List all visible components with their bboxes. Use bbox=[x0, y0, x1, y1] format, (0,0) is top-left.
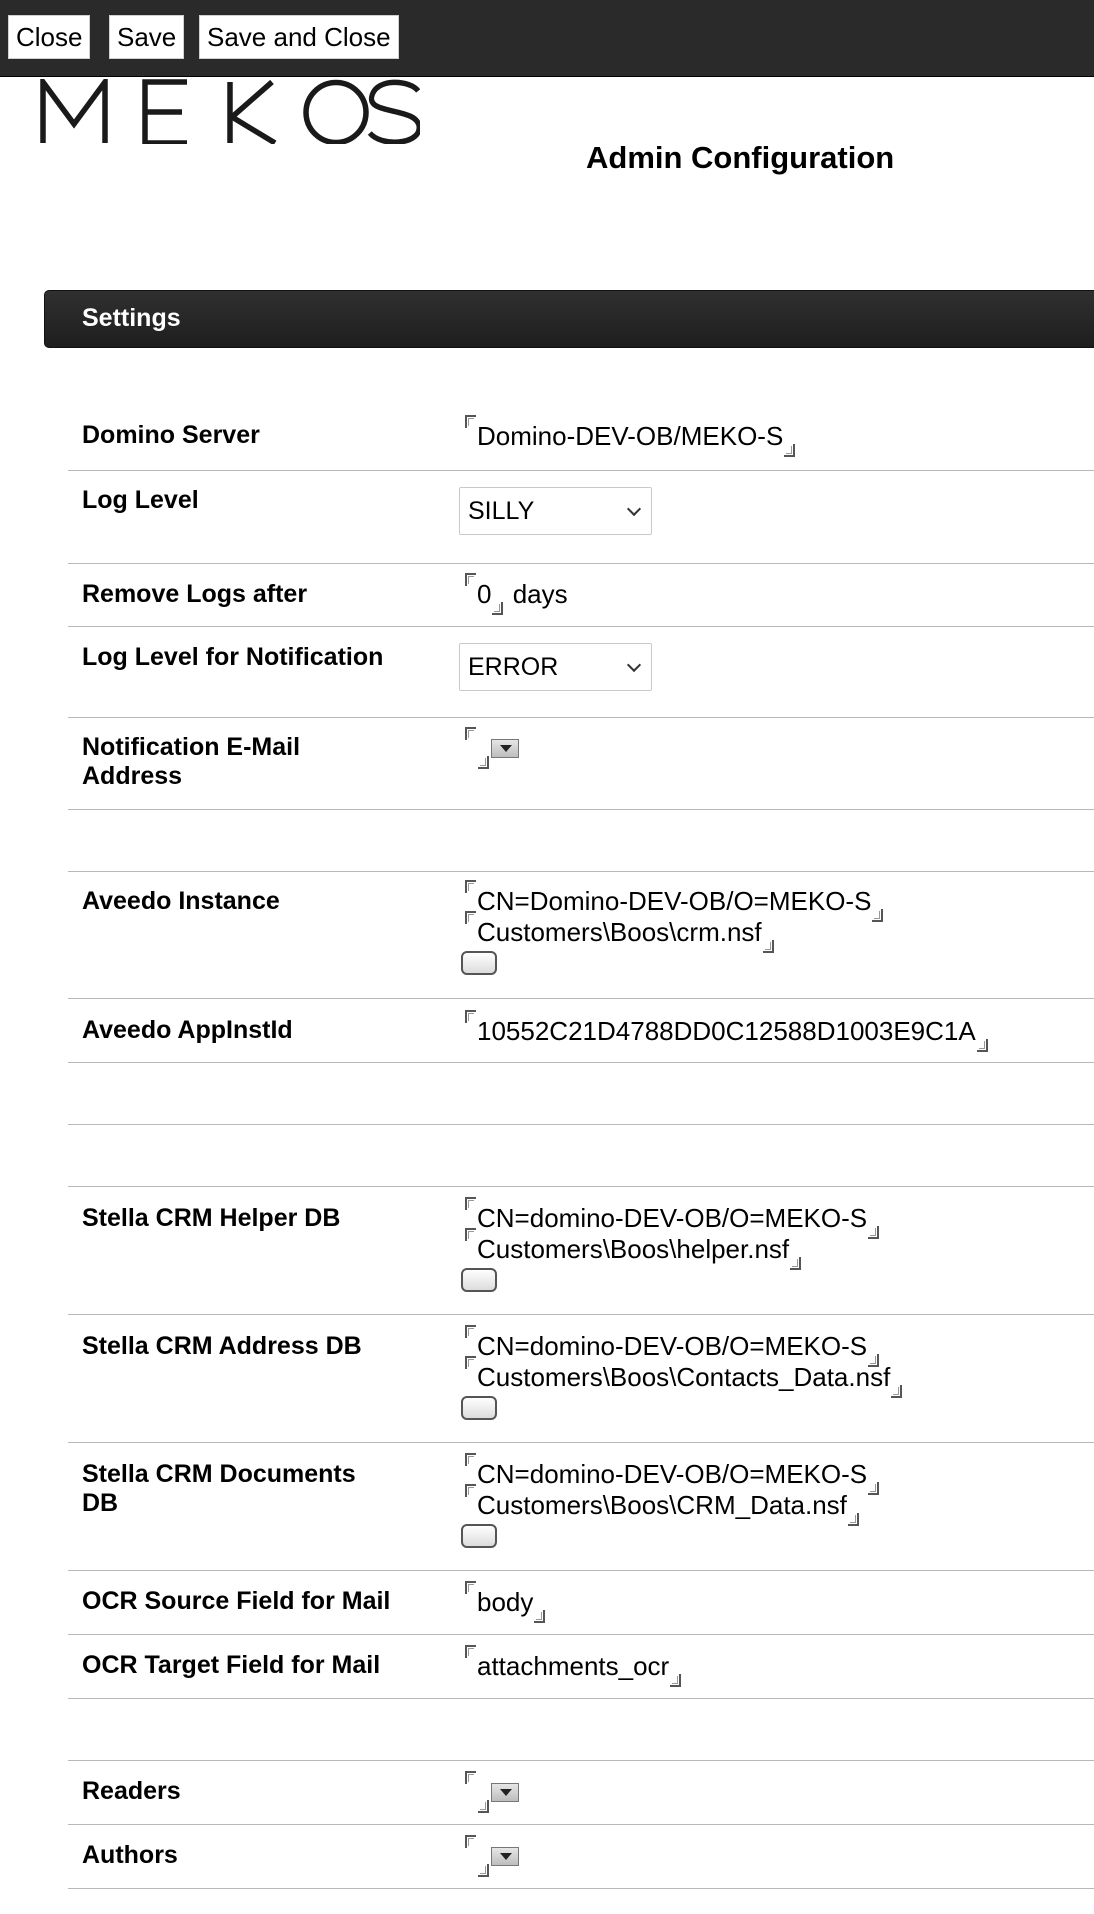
readers-dropdown-icon[interactable] bbox=[491, 1783, 519, 1802]
ocr-target-label: OCR Target Field for Mail bbox=[82, 1651, 381, 1679]
authors-dropdown-icon[interactable] bbox=[491, 1847, 519, 1866]
notify-level-label: Log Level for Notification bbox=[82, 643, 384, 671]
address-picker-dropdown-icon[interactable] bbox=[491, 739, 519, 758]
field-close-bracket-icon bbox=[669, 1671, 681, 1687]
helper-db-path-input[interactable]: Customers\Boos\helper.nsf bbox=[477, 1234, 790, 1264]
field-open-bracket-icon bbox=[465, 1453, 477, 1469]
row-documents-db bbox=[68, 1443, 1094, 1571]
aveedo-appinstid-input[interactable]: 10552C21D4788DD0C12588D1003E9C1A bbox=[477, 1016, 976, 1046]
field-open-bracket-icon bbox=[465, 1771, 477, 1787]
row-remove-logs bbox=[68, 564, 1094, 627]
helper-db-pick-button[interactable] bbox=[461, 1268, 497, 1292]
field-close-bracket-icon bbox=[477, 1797, 489, 1813]
field-open-bracket-icon bbox=[465, 911, 477, 927]
field-open-bracket-icon bbox=[465, 1645, 477, 1661]
field-close-bracket-icon bbox=[762, 937, 774, 953]
domino-server-input[interactable]: Domino-DEV-OB/MEKO-S bbox=[477, 421, 784, 451]
row-log-level bbox=[68, 471, 1094, 564]
close-button[interactable]: Close bbox=[8, 15, 90, 59]
field-close-bracket-icon bbox=[477, 753, 489, 769]
domino-server-label: Domino Server bbox=[82, 421, 260, 449]
remove-logs-input[interactable]: 0 bbox=[477, 579, 492, 609]
notify-level-value: ERROR bbox=[468, 653, 559, 681]
field-close-bracket-icon bbox=[976, 1036, 988, 1052]
row-spacer bbox=[68, 1063, 1094, 1125]
field-open-bracket-icon bbox=[465, 1325, 477, 1341]
row-ocr-target bbox=[68, 1635, 1094, 1699]
aveedo-instance-pick-button[interactable] bbox=[461, 951, 497, 975]
ocr-source-label: OCR Source Field for Mail bbox=[82, 1587, 391, 1615]
field-open-bracket-icon bbox=[465, 573, 477, 589]
log-level-value: SILLY bbox=[468, 497, 535, 525]
helper-db-server-input[interactable]: CN=domino-DEV-OB/O=MEKO-S bbox=[477, 1203, 868, 1233]
field-close-bracket-icon bbox=[477, 1861, 489, 1877]
logo-text: MEKOS bbox=[40, 79, 44, 80]
field-close-bracket-icon bbox=[783, 441, 795, 457]
field-open-bracket-icon bbox=[465, 1010, 477, 1026]
remove-logs-label: Remove Logs after bbox=[82, 580, 308, 608]
log-level-select[interactable] bbox=[459, 487, 652, 535]
field-open-bracket-icon bbox=[465, 1835, 477, 1851]
aveedo-appinstid-label: Aveedo AppInstId bbox=[82, 1016, 293, 1044]
row-aveedo-appinstid bbox=[68, 999, 1094, 1063]
row-notify-level bbox=[68, 627, 1094, 718]
chevron-down-icon bbox=[627, 502, 641, 516]
row-authors bbox=[68, 1825, 1094, 1889]
settings-section-header bbox=[44, 290, 1094, 348]
page-title: Admin Configuration bbox=[586, 140, 895, 175]
field-close-bracket-icon bbox=[533, 1607, 545, 1623]
notify-email-label: Notification E-Mail Address bbox=[82, 733, 301, 790]
readers-label: Readers bbox=[82, 1777, 181, 1805]
row-ocr-source bbox=[68, 1571, 1094, 1635]
field-open-bracket-icon bbox=[465, 880, 477, 896]
notify-level-select[interactable] bbox=[459, 643, 652, 691]
row-spacer bbox=[68, 810, 1094, 872]
authors-label: Authors bbox=[82, 1841, 178, 1869]
field-open-bracket-icon bbox=[465, 1197, 477, 1213]
field-open-bracket-icon bbox=[465, 415, 477, 431]
log-level-label: Log Level bbox=[82, 486, 199, 514]
aveedo-instance-server-input[interactable]: CN=Domino-DEV-OB/O=MEKO-S bbox=[477, 886, 872, 916]
row-readers bbox=[68, 1761, 1094, 1825]
field-open-bracket-icon bbox=[465, 1356, 477, 1372]
ocr-source-input[interactable]: body bbox=[477, 1587, 534, 1617]
field-open-bracket-icon bbox=[465, 1484, 477, 1500]
field-open-bracket-icon bbox=[465, 727, 477, 743]
field-open-bracket-icon bbox=[465, 1581, 477, 1597]
documents-db-label: Stella CRM Documents DB bbox=[82, 1460, 356, 1517]
address-db-pick-button[interactable] bbox=[461, 1396, 497, 1420]
save-button[interactable]: Save bbox=[109, 15, 184, 59]
row-aveedo-instance bbox=[68, 872, 1094, 999]
field-close-bracket-icon bbox=[890, 1382, 902, 1398]
remove-logs-unit: days bbox=[512, 579, 568, 609]
field-close-bracket-icon bbox=[491, 599, 503, 615]
documents-db-path-input[interactable]: Customers\Boos\CRM_Data.nsf bbox=[477, 1490, 847, 1520]
address-db-label: Stella CRM Address DB bbox=[82, 1332, 362, 1360]
documents-db-pick-button[interactable] bbox=[461, 1524, 497, 1548]
toolbar bbox=[0, 0, 1094, 77]
section-title: Settings bbox=[82, 304, 181, 332]
save-and-close-button[interactable]: Save and Close bbox=[199, 15, 399, 59]
address-db-server-input[interactable]: CN=domino-DEV-OB/O=MEKO-S bbox=[477, 1331, 868, 1361]
mekos-logo bbox=[40, 79, 420, 144]
documents-db-server-input[interactable]: CN=domino-DEV-OB/O=MEKO-S bbox=[477, 1459, 868, 1489]
ocr-target-input[interactable]: attachments_ocr bbox=[477, 1651, 670, 1681]
row-address-db bbox=[68, 1315, 1094, 1443]
chevron-down-icon bbox=[627, 658, 641, 672]
row-notify-email bbox=[68, 718, 1094, 810]
field-close-bracket-icon bbox=[847, 1510, 859, 1526]
field-close-bracket-icon bbox=[789, 1254, 801, 1270]
aveedo-instance-path-input[interactable]: Customers\Boos\crm.nsf bbox=[477, 917, 762, 947]
row-spacer bbox=[68, 1125, 1094, 1187]
field-open-bracket-icon bbox=[465, 1228, 477, 1244]
address-db-path-input[interactable]: Customers\Boos\Contacts_Data.nsf bbox=[477, 1362, 891, 1392]
row-domino-server bbox=[68, 410, 1094, 471]
aveedo-instance-label: Aveedo Instance bbox=[82, 887, 280, 915]
row-spacer bbox=[68, 1699, 1094, 1761]
helper-db-label: Stella CRM Helper DB bbox=[82, 1204, 341, 1232]
row-helper-db bbox=[68, 1187, 1094, 1315]
